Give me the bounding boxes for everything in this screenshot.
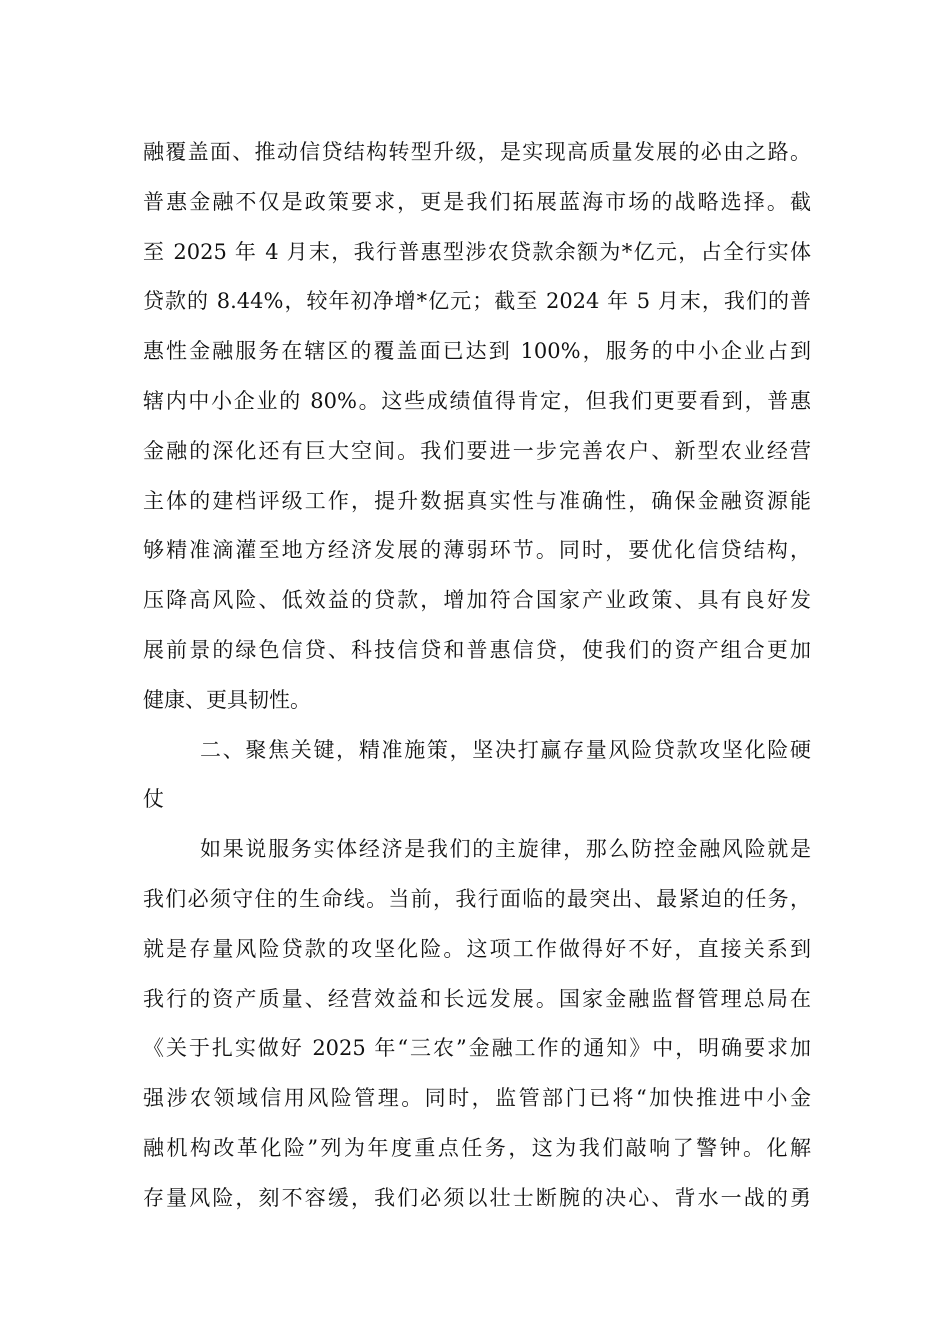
- text-line: 贷款的 8.44%，较年初净增*亿元；截至 2024 年 5 月末，我们的普: [143, 289, 811, 314]
- text-line: 《关于扎实做好 2025 年“三农”金融工作的通知》中，明确要求加: [143, 1036, 811, 1061]
- text-line: 存量风险，刻不容缓，我们必须以壮士断腕的决心、背水一战的勇: [143, 1185, 811, 1210]
- text-line: 我行的资产质量、经营效益和长远发展。国家金融监督管理总局在: [143, 986, 811, 1011]
- text-line: 我们必须守住的生命线。当前，我行面临的最突出、最紧迫的任务，: [143, 886, 811, 911]
- text-line: 融覆盖面、推动信贷结构转型升级，是实现高质量发展的必由之路。: [143, 140, 811, 164]
- text-line: 如果说服务实体经济是我们的主旋律，那么防控金融风险就是: [200, 837, 811, 862]
- text-line: 够精准滴灌至地方经济发展的薄弱环节。同时，要优化信贷结构，: [143, 538, 811, 563]
- section-heading-end: 仗: [143, 787, 164, 812]
- text-line: 强涉农领域信用风险管理。同时，监管部门已将“加快推进中小金: [143, 1086, 811, 1111]
- document-body: [143, 128, 811, 1224]
- text-line: 辖内中小企业的 80%。这些成绩值得肯定，但我们更要看到，普惠: [143, 388, 811, 413]
- section-heading: 二、聚焦关键，精准施策，坚决打赢存量风险贷款攻坚化险硬: [200, 737, 811, 762]
- paragraph-end-line: 健康、更具韧性。: [143, 687, 311, 712]
- text-line: 融机构改革化险”列为年度重点任务，这为我们敲响了警钟。化解: [143, 1135, 811, 1160]
- text-line: 惠性金融服务在辖区的覆盖面已达到 100%，服务的中小企业占到: [143, 339, 811, 364]
- text-line: 压降高风险、低效益的贷款，增加符合国家产业政策、具有良好发: [143, 588, 811, 613]
- text-line: 普惠金融不仅是政策要求，更是我们拓展蓝海市场的战略选择。截: [143, 189, 811, 214]
- text-line: 展前景的绿色信贷、科技信贷和普惠信贷，使我们的资产组合更加: [143, 637, 811, 662]
- text-line: 至 2025 年 4 月末，我行普惠型涉农贷款余额为*亿元，占全行实体: [143, 239, 811, 264]
- text-line: 金融的深化还有巨大空间。我们要进一步完善农户、新型农业经营: [143, 438, 811, 463]
- text-line: 主体的建档评级工作，提升数据真实性与准确性，确保金融资源能: [143, 488, 811, 513]
- text-line: 就是存量风险贷款的攻坚化险。这项工作做得好不好，直接关系到: [143, 936, 811, 961]
